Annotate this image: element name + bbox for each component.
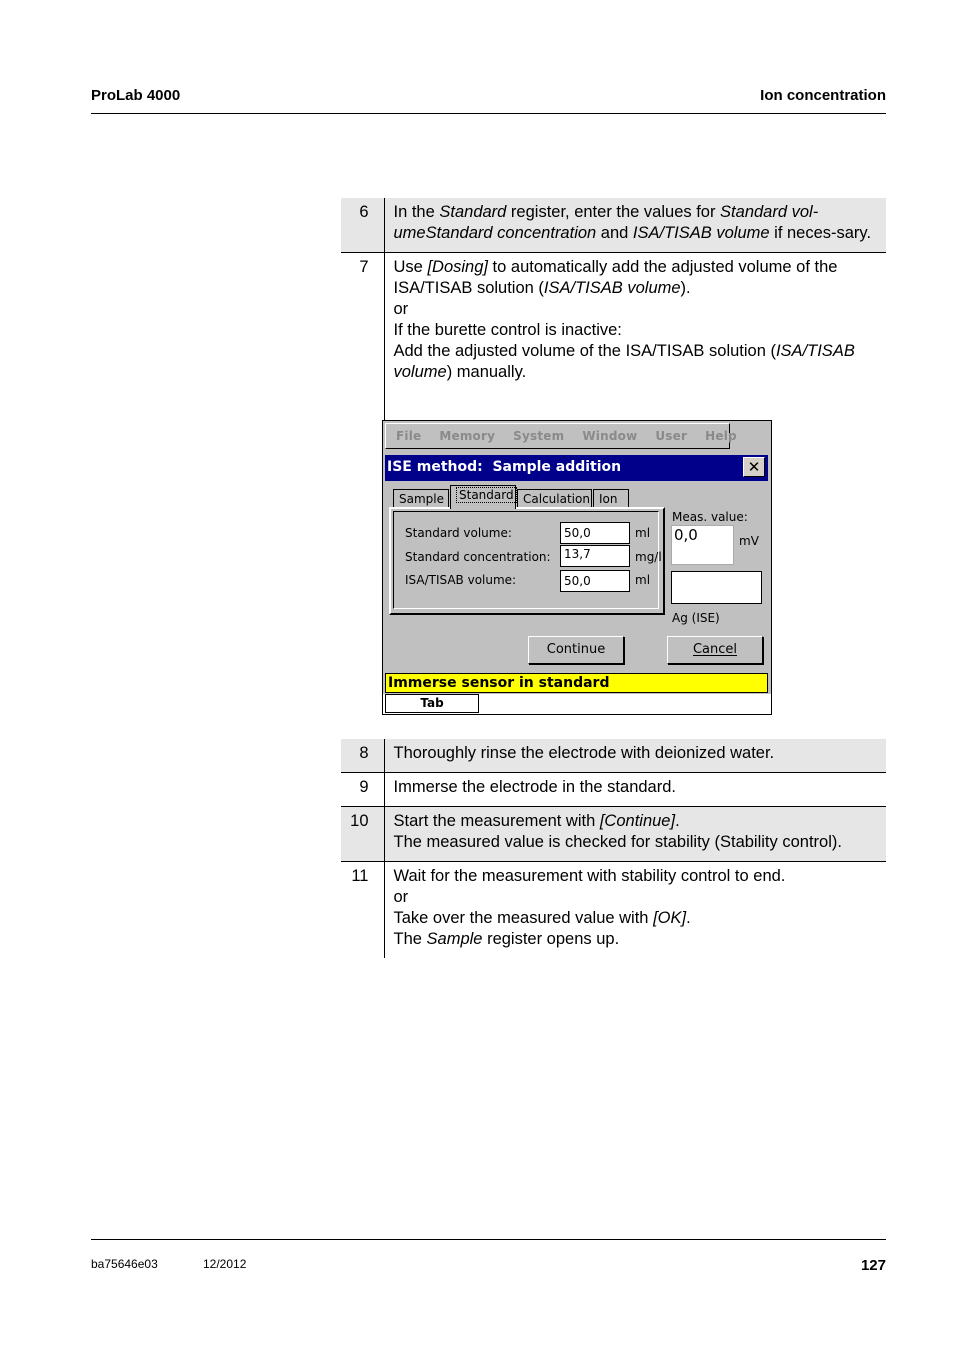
step-number: 8	[341, 739, 384, 773]
menu-bar	[385, 423, 737, 449]
step-text-run: if neces-sary.	[769, 224, 872, 242]
step-text-run: ) manually.	[446, 363, 527, 381]
step-text-run: to automatically add the adjusted volume of the ISA/TISAB solution (	[393, 258, 838, 297]
emphasized-term: Sample	[426, 930, 483, 948]
emphasized-term: [OK]	[653, 909, 687, 927]
secondary-value-display	[671, 571, 762, 604]
standard-concentration-unit: mg/l	[635, 550, 662, 564]
step-text-run: Immerse the electrode in the standard.	[393, 778, 676, 796]
running-header-product: ProLab 4000	[91, 87, 181, 104]
standard-volume-unit: ml	[635, 526, 651, 540]
step-text-run: or	[393, 300, 409, 318]
standard-volume-label: Standard volume:	[405, 526, 512, 540]
menu-system[interactable]: System	[513, 429, 565, 443]
step-row	[341, 773, 886, 807]
softkey-bar	[383, 694, 771, 714]
step-row	[341, 198, 886, 253]
close-icon[interactable]: ✕	[743, 457, 765, 477]
standard-concentration-label: Standard concentration:	[405, 550, 551, 564]
step-text-run: If the burette control is inactive:	[393, 321, 622, 339]
menu-help[interactable]: Help	[705, 429, 737, 443]
running-header-section: Ion concentration	[760, 87, 886, 104]
step-row	[341, 739, 886, 773]
emphasized-term: [Continue]	[599, 812, 676, 830]
footer-date: 12/2012	[203, 1257, 247, 1271]
steps-table-lower	[341, 739, 886, 958]
step-text	[384, 773, 886, 807]
device-screenshot	[382, 420, 772, 715]
step-text-run: Thoroughly rinse the electrode with deionized water.	[393, 744, 775, 762]
emphasized-term: ISA/TISAB volume	[393, 342, 855, 381]
isa-tisab-volume-unit: ml	[635, 573, 651, 587]
tab-softkey[interactable]: Tab	[385, 694, 479, 713]
step-number: 9	[341, 773, 384, 807]
step-text-run: register opens up.	[482, 930, 620, 948]
step-text	[384, 198, 886, 253]
dialog-title: ISE method: Sample addition	[387, 459, 622, 475]
step-text-run: Start the measurement with	[393, 812, 600, 830]
step-number: 10	[341, 807, 384, 862]
tab-calculation[interactable]: Calculation	[517, 489, 592, 509]
meas-value-label: Meas. value:	[672, 510, 748, 524]
footer-rule	[91, 1239, 886, 1240]
step-text	[384, 739, 886, 773]
page-number: 127	[860, 1257, 886, 1274]
menu-memory[interactable]: Memory	[439, 429, 496, 443]
step-text	[384, 807, 886, 862]
emphasized-term: Standard	[439, 203, 507, 221]
emphasized-term: Standard vol-umeStandard concentration	[393, 203, 819, 242]
status-bar: Immerse sensor in standard	[385, 673, 768, 693]
emphasized-term: ISA/TISAB volume	[632, 224, 770, 242]
isa-tisab-volume-field[interactable]: 50,0	[560, 570, 630, 592]
footer-doc-code: ba75646e03	[91, 1257, 158, 1271]
tab-sample[interactable]: Sample	[393, 489, 449, 509]
step-text-run: or	[393, 888, 409, 906]
step-text-run: The	[393, 930, 427, 948]
menu-window[interactable]: Window	[582, 429, 638, 443]
step-text-run: .	[686, 909, 691, 927]
step-text	[384, 862, 886, 959]
dialog-title-bar	[385, 455, 768, 481]
menu-file[interactable]: File	[396, 429, 422, 443]
step-text-run: Use	[393, 258, 428, 276]
cancel-button[interactable]: Cancel	[667, 636, 763, 664]
step-number: 7	[341, 253, 384, 466]
step-text-run: Take over the measured value with	[393, 909, 654, 927]
meas-value-unit: mV	[739, 534, 759, 548]
step-text-run: and	[596, 224, 633, 242]
meas-value-display: 0,0	[671, 525, 734, 565]
header-rule	[91, 113, 886, 114]
dialog-body	[385, 481, 768, 693]
step-text-run: Wait for the measurement with stability control to end.	[393, 867, 786, 885]
standard-tab-panel	[389, 507, 665, 615]
step-text-run: .	[675, 812, 680, 830]
emphasized-term: ISA/TISAB volume	[543, 279, 681, 297]
tab-ion[interactable]: Ion	[593, 489, 629, 509]
step-text-run: register, enter the values for	[506, 203, 721, 221]
step-text-run: Add the adjusted volume of the ISA/TISAB solution (	[393, 342, 776, 360]
step-row	[341, 862, 886, 959]
emphasized-term: [Dosing]	[427, 258, 488, 276]
step-row	[341, 807, 886, 862]
step-text-run: ).	[680, 279, 691, 297]
isa-tisab-volume-label: ISA/TISAB volume:	[405, 573, 517, 587]
step-text-run: In the	[393, 203, 440, 221]
standard-volume-field[interactable]: 50,0	[560, 522, 630, 544]
standard-concentration-field[interactable]: 13,7	[560, 545, 630, 567]
step-number: 6	[341, 198, 384, 253]
tab-standard[interactable]: Standard	[450, 485, 516, 509]
sensor-name: Ag (ISE)	[672, 611, 720, 625]
step-number: 11	[341, 862, 384, 959]
continue-button[interactable]: Continue	[528, 636, 624, 664]
step-text-run: The measured value is checked for stability (Stability control).	[393, 833, 842, 851]
tab-panel-inner	[393, 511, 662, 609]
menu-user[interactable]: User	[655, 429, 688, 443]
